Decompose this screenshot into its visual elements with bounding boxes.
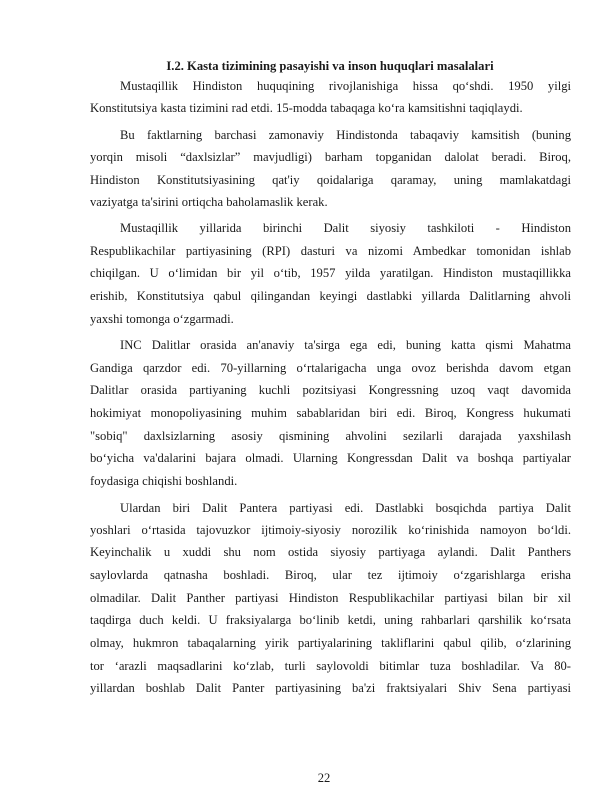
paragraph-line: Hindiston Konstitutsiyasining qat'iy qoidalariga qaramay, uning mamlakatdagi (90, 173, 571, 187)
paragraph-line: olmadilar. Dalit Panther partiyasi Hindiston Respublikachilar partiyasi bilan bir xil (90, 591, 571, 605)
paragraph-line: Respublikachilar partiyasining (RPI) dasturi va nizomi Ambedkar tomonidan ishlab (90, 244, 571, 258)
paragraph-line: INC Dalitlar orasida an'anaviy ta'sirga ega edi, buning katta qismi Mahatma (120, 338, 571, 352)
paragraph-line: vaziyatga ta'sirini ortiqcha baholamaslik kerak. (90, 195, 328, 209)
paragraph-line: yorqin misoli “daxlsizlar” mavjudligi) barham topganidan dalolat beradi. Biroq, (90, 150, 571, 164)
paragraph-line: chiqilgan. U o‘limidan bir yil o‘tib, 1957 yilda yaratilgan. Hindiston mustaqillikka (90, 266, 571, 280)
paragraph-line: Gandiga qarzdor edi. 70-yillarning o‘rtalarigacha unga ovoz berishda davom etgan (90, 361, 571, 375)
paragraph-line: taqdirga duch keldi. U fraksiyalarga bo‘linib ketdi, uning rahbarlari qarshilik ko‘rsata (90, 613, 571, 627)
paragraph-line: Konstitutsiya kasta tizimini rad etdi. 15-modda tabaqaga ko‘ra kamsitishni taqiqlaydi. (90, 101, 523, 115)
paragraph-line: Mustaqillik yillarida birinchi Dalit siyosiy tashkiloti - Hindiston (120, 221, 571, 235)
paragraph-line: "sobiq" daxlsizlarning asosiy qismining ahvolini sezilarli darajada yaxshilash (90, 429, 571, 443)
section-heading: I.2. Kasta tizimining pasayishi va inson huquqlari masalalari (166, 59, 494, 73)
paragraph-line: yoshlari o‘rtasida tajovuzkor ijtimoiy-siyosiy norozilik ko‘rinishida namoyon bo‘ldi. (90, 523, 571, 537)
paragraph-line: Dalitlar orasida partiyaning kuchli pozitsiyasi Kongressning uzoq vaqt davomida (90, 383, 571, 397)
paragraph-line: saylovlarda qatnasha boshladi. Biroq, ular tez ijtimoiy o‘zgarishlarga erisha (90, 568, 571, 582)
page-number: 22 (317, 771, 331, 785)
paragraph-line: foydasiga chiqishi boshlandi. (90, 474, 238, 488)
paragraph-line: Ulardan biri Dalit Pantera partiyasi edi. Dastlabki bosqichda partiya Dalit (120, 501, 571, 515)
paragraph-line: yillardan boshlab Dalit Panter partiyasining ba'zi fraktsiyalari Shiv Sena partiyasi (90, 681, 571, 695)
paragraph-line: yaxshi tomonga o‘zgarmadi. (90, 312, 234, 326)
paragraph-line: Mustaqillik Hindiston huquqining rivojlanishiga hissa qo‘shdi. 1950 yilgi (120, 79, 571, 93)
paragraph-line: erishib, Konstitutsiya qabul qilingandan keyingi dastlabki yillarda Dalitlarning ahvoli (90, 289, 571, 303)
paragraph-line: olmay, hukmron tabaqalarning yirik partiyalarining takliflarini qabul qilib, o‘zlarining (90, 636, 571, 650)
paragraph-line: Bu faktlarning barchasi zamonaviy Hindistonda tabaqaviy kamsitish (buning (120, 128, 571, 142)
paragraph-line: Keyinchalik u xuddi shu nom ostida siyosiy partiyaga aylandi. Dalit Panthers (90, 545, 571, 559)
paragraph-line: bo‘yicha va'dalarini bajara olmadi. Ularning Kongressdan Dalit va boshqa partiyalar (90, 451, 571, 465)
paragraph-line: hokimiyat monopoliyasining muhim sabablaridan biri edi. Biroq, Kongress hukumati (90, 406, 571, 420)
paragraph-line: tor ‘arazli maqsadlarini ko‘zlab, turli saylovoldi bitimlar tuza boshladilar. Va 80- (90, 659, 571, 673)
